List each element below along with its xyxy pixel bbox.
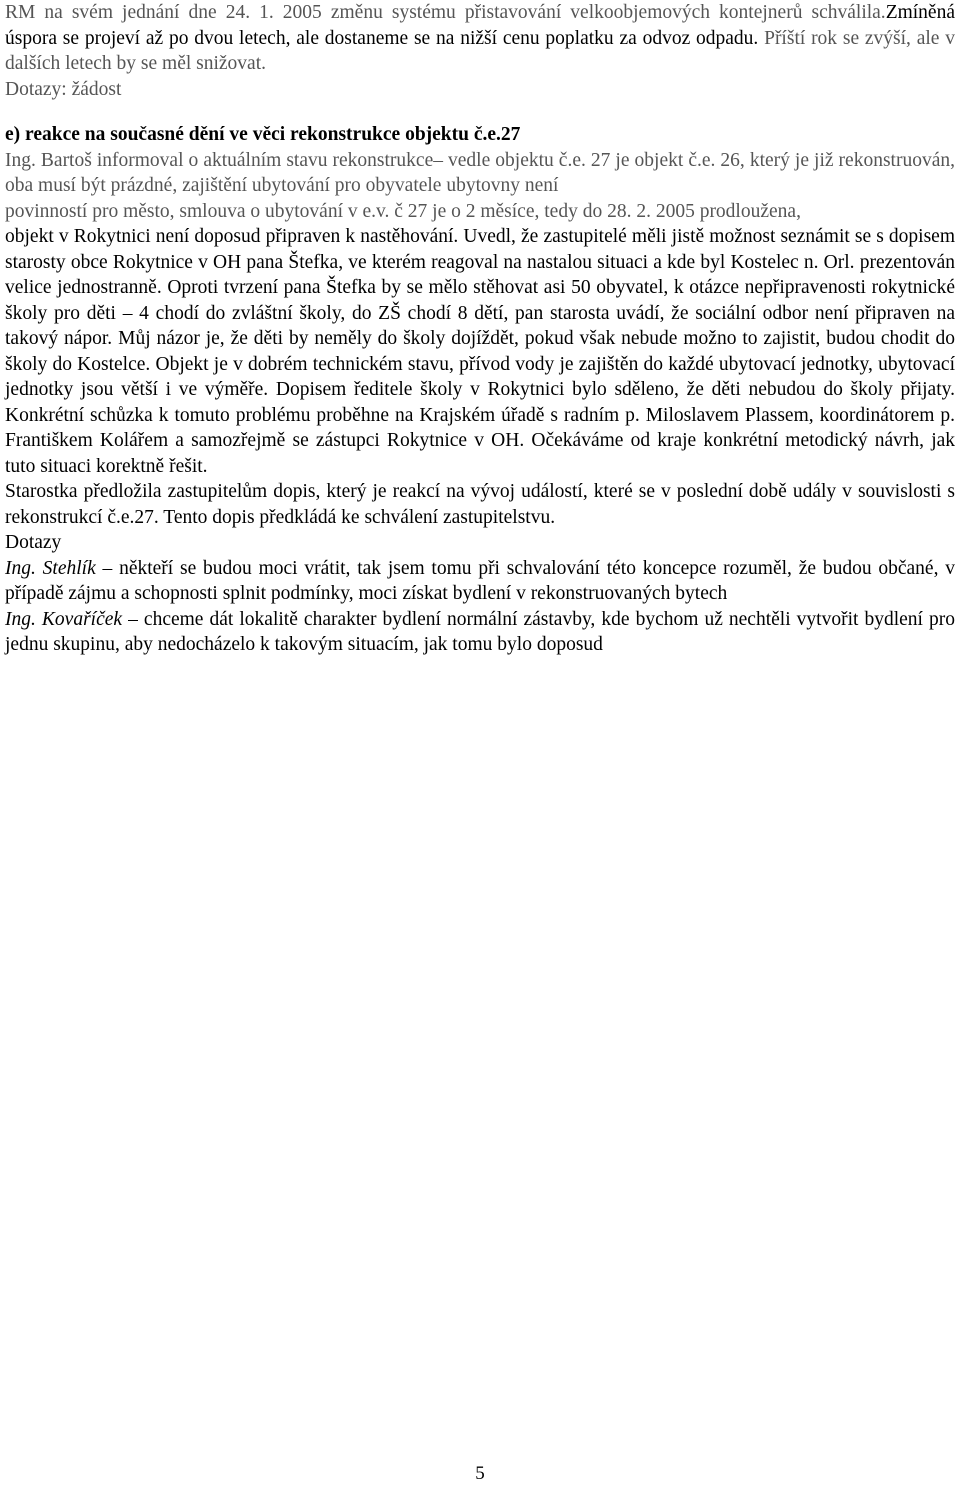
section-heading-e: e) reakce na současné dění ve věci rekonstrukce objektu č.e.27 (5, 124, 521, 145)
bartos-line-1 (5, 148, 955, 199)
bartos-line-2 (5, 199, 955, 225)
speaker-stehlik: Ing. Stehlík (5, 557, 96, 579)
intro-part-2: Zmíněná úspora se projeví až po dvou letech, ale dostaneme se na nižší cenu poplatku za odvoz odpadu. (5, 2, 955, 49)
intro-paragraph (5, 0, 955, 77)
speaker-kovaricek: Ing. Kovaříček (5, 608, 123, 630)
page-number: 5 (475, 1463, 485, 1484)
document-body (5, 0, 955, 658)
bartos-sentence-8: Dopisem ředitele školy v Rokytnici bylo sděleno, že děti nebudou do školy přijaty. (275, 379, 955, 400)
bartos-sentence-5: Oproti tvrzení pana Štefka by se mělo stěhovat asi 50 obyvatel, k otázce nepřipravenosti rokytnické školy pro děti – 4 chodí do zvláštní školy, do ZŠ chodí 8 dětí, pan starosta uvádí, že sociální odbor není připraven na takový nápor. (5, 277, 956, 349)
question-stehlik-text: – někteří se budou moci vrátit, tak jsem tomu při schvalování této koncepce rozuměl, že budou občané, v případě zájmu a schopnosti splnit podmínky, moci získat bydlení v rekonstruovaných bytech (5, 557, 955, 604)
dotazy-zadost: Dotazy: žádost (5, 78, 122, 100)
bartos-sentence-9: Konkrétní schůzka k tomuto problému proběhne na Krajském úřadě s radním p. Miloslavem Plassem, koordinátorem p. Františkem Kolářem a samozřejmě se zástupci Rokytnice v OH. (5, 404, 955, 451)
intro-part-3: Příští rok se zvýší, ale v dalších letech by se měl snižovat. (5, 27, 955, 74)
question-kovaricek-text: – chceme dát lokalitě charakter bydlení normální zástavby, kde bychom už nechtěli vytvořit bydlení pro jednu skupinu, aby nedocházelo k takovým situacím, jak tomu bylo doposud (5, 608, 955, 655)
bartos-sentence-3: objekt v Rokytnici není doposud připraven k nastěhování. (5, 226, 459, 247)
intro-part-1: RM na svém jednání dne 24. 1. 2005 změnu systému přistavování velkoobjemových kontejnerů schválila. (5, 2, 886, 23)
question-stehlik (5, 556, 955, 607)
bartos-sentence-1: Ing. Bartoš informoval o aktuálním stavu rekonstrukce– vedle objektu č.e. 27 je objekt č.e. 26, který je již rekonstruován, oba musí být prázdné, zajištění ubytování pro obyvatele ubytovny není (5, 149, 955, 196)
bartos-sentence-7: Objekt je v dobrém technickém stavu, přívod vody je zajištěn do každé ubytovací jednotky, ubytovací jednotky jsou větší i ve výměře. (5, 353, 955, 400)
starostka-paragraph: Starostka předložila zastupitelům dopis, který je reakcí na vývoj událostí, které se v poslední době udály v souvislosti s rekonstrukcí č.e.27. Tento dopis předkládá ke schválení zastupitelstvu. (5, 481, 955, 528)
dotazy-heading: Dotazy (5, 532, 62, 553)
bartos-sentence-4: Uvedl, že zastupitelé měli jistě možnost seznámit se s dopisem starosty obce Rokytnice v OH pana Štefka, ve kterém reagoval na nastalou situaci a kde byl Kostelec n. Orl. prezentován velice jednostranně. (5, 226, 955, 298)
bartos-sentence-10: Očekáváme od kraje konkrétní metodický návrh, jak tuto situaci korektně řešit. (5, 430, 956, 477)
question-kovaricek (5, 607, 955, 658)
bartos-sentence-6: Můj názor je, že děti by neměly do školy dojíždět, pokud však nebude možno to zajistit, budou chodit do školy do Kostelce. (5, 328, 956, 375)
bartos-paragraph (5, 148, 955, 480)
bartos-rest (5, 224, 955, 479)
bartos-sentence-2: povinností pro město, smlouva o ubytování v e.v. č 27 je o 2 měsíce, tedy do 28. 2. 2005 prodloužena, (5, 200, 801, 222)
